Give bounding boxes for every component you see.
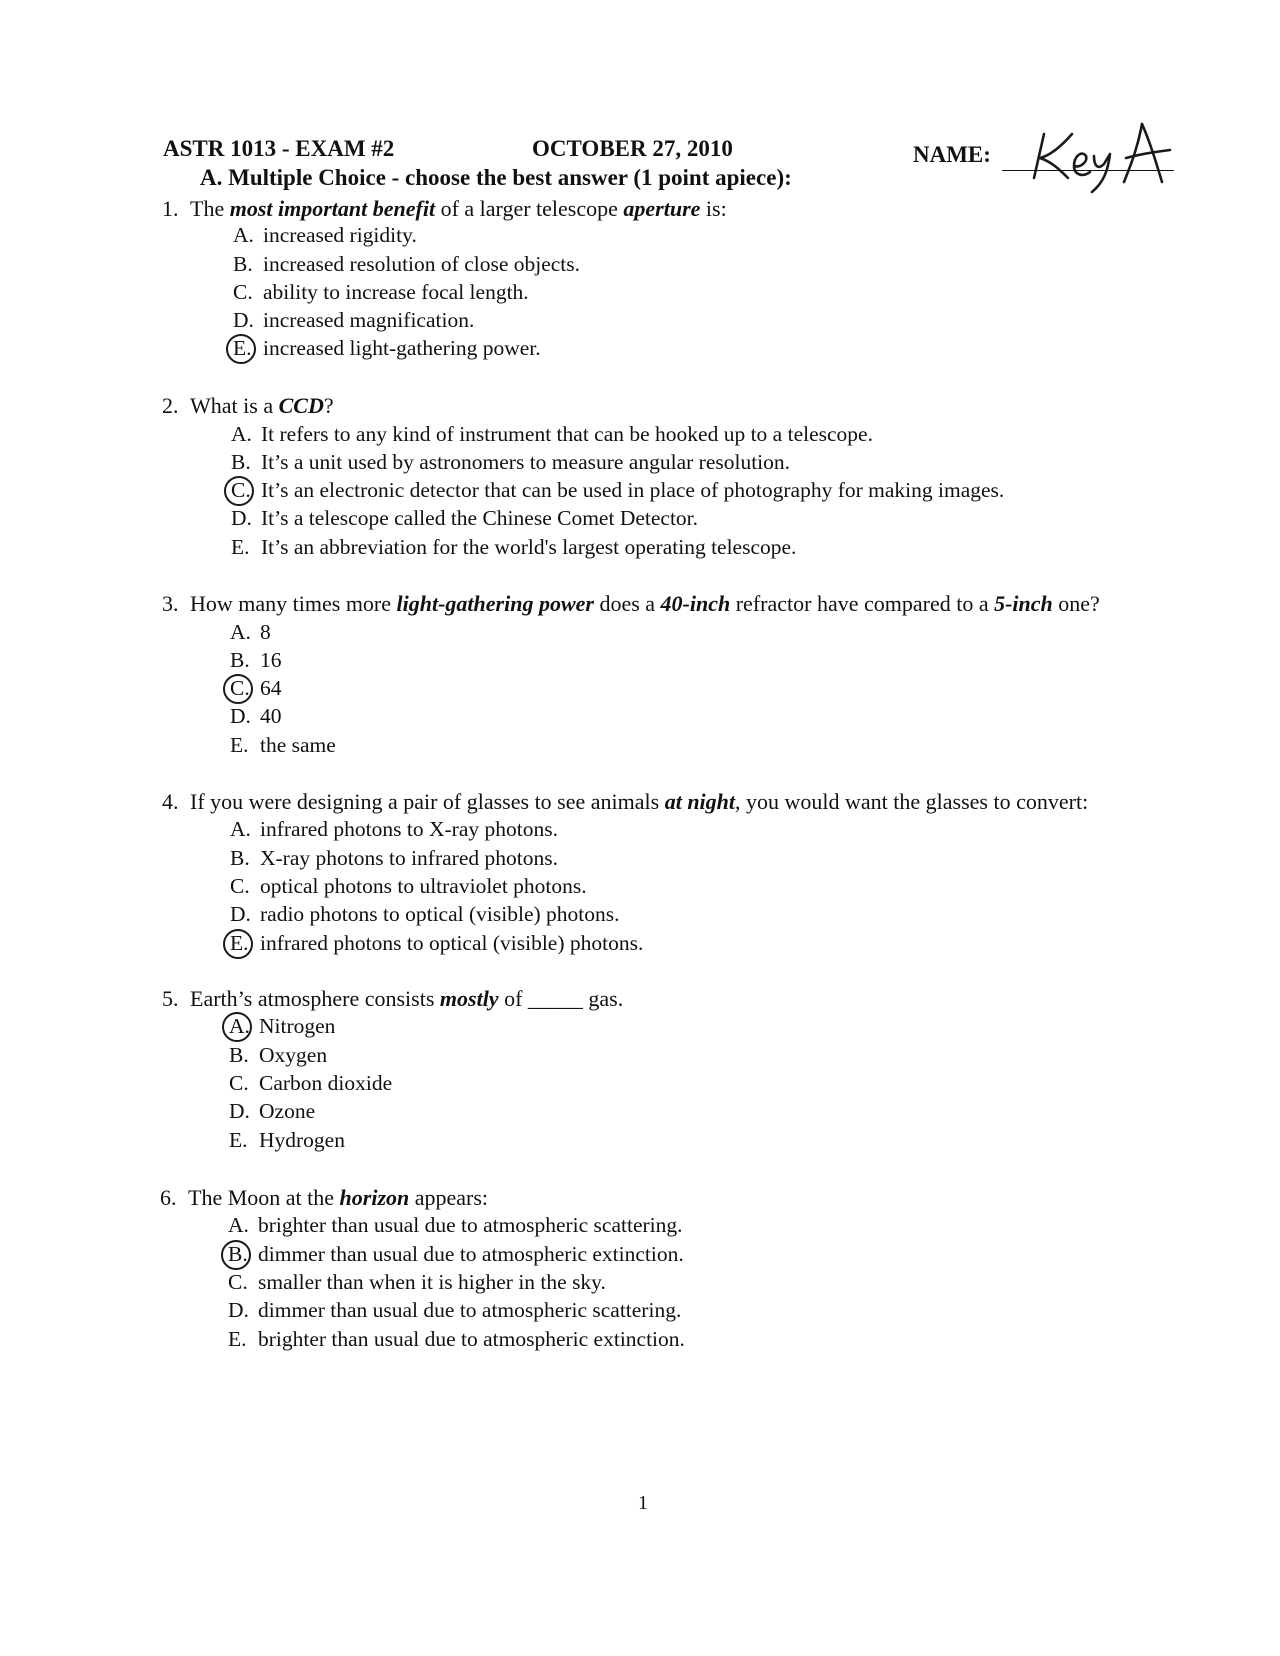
option-text: It’s a telescope called the Chinese Comet Detector. xyxy=(261,506,699,530)
question-number: 4. xyxy=(162,789,179,814)
stem-text: ? xyxy=(323,393,334,418)
option-letter: D. xyxy=(229,1099,250,1123)
answer-option xyxy=(233,252,580,277)
answer-option xyxy=(230,931,643,956)
answer-option xyxy=(231,422,873,447)
answer-option xyxy=(229,1128,345,1153)
stem-text: If you were designing a pair of glasses to see animals xyxy=(190,789,665,814)
option-text: increased resolution of close objects. xyxy=(263,252,581,276)
question-number: 3. xyxy=(162,591,179,616)
option-text: dimmer than usual due to atmospheric scattering. xyxy=(258,1298,682,1322)
question-stem xyxy=(162,393,334,419)
answer-circle-mark xyxy=(222,1012,252,1042)
option-text: smaller than when it is higher in the sky. xyxy=(258,1270,606,1294)
answer-option xyxy=(231,478,1004,503)
option-text: increased rigidity. xyxy=(263,223,417,247)
answer-option xyxy=(229,1043,327,1068)
answer-option xyxy=(233,336,541,361)
option-letter: A. xyxy=(231,422,252,446)
stem-text: The Moon at the xyxy=(188,1185,340,1210)
answer-circle-mark xyxy=(223,929,253,959)
answer-option xyxy=(230,817,558,842)
answer-option xyxy=(228,1327,685,1352)
answer-option xyxy=(231,450,790,475)
option-text: brighter than usual due to atmospheric extinction. xyxy=(258,1327,685,1351)
option-text: ability to increase focal length. xyxy=(263,280,529,304)
question-number: 1. xyxy=(162,196,179,221)
option-letter: C. xyxy=(228,1270,248,1294)
emphasized-term: 40-inch xyxy=(660,591,731,616)
stem-text: one? xyxy=(1052,591,1100,616)
answer-option xyxy=(228,1298,681,1323)
option-text: increased light-gathering power. xyxy=(263,336,541,360)
option-text: It’s a unit used by astronomers to measure angular resolution. xyxy=(261,450,791,474)
option-letter: C. xyxy=(230,874,250,898)
emphasized-term: CCD xyxy=(278,393,324,418)
answer-option xyxy=(230,648,282,673)
question-number: 5. xyxy=(162,986,179,1011)
question-stem xyxy=(162,196,727,222)
emphasized-term: mostly xyxy=(439,986,499,1011)
option-letter: B. xyxy=(231,450,251,474)
answer-option xyxy=(229,1014,335,1039)
option-letter: C. xyxy=(233,280,253,304)
handwritten-signature-key-a xyxy=(1030,112,1180,194)
question-number: 6. xyxy=(160,1185,177,1210)
answer-option xyxy=(230,733,336,758)
stem-text: of _____ gas. xyxy=(498,986,624,1011)
answer-circle-mark xyxy=(226,334,256,364)
option-letter: E. xyxy=(228,1327,247,1351)
question-stem xyxy=(162,789,1088,815)
answer-option xyxy=(231,506,698,531)
answer-option xyxy=(233,223,417,248)
answer-option xyxy=(229,1099,315,1124)
option-letter: E. xyxy=(229,1128,248,1152)
emphasized-term: light-gathering power xyxy=(396,591,594,616)
answer-option xyxy=(228,1242,684,1267)
option-text: Ozone xyxy=(259,1099,316,1123)
stem-text: How many times more xyxy=(190,591,397,616)
stem-text: The xyxy=(190,196,230,221)
option-letter: B. xyxy=(228,1242,258,1267)
answer-option xyxy=(230,676,282,701)
option-text: It’s an electronic detector that can be used in place of photography for making images. xyxy=(261,478,1005,502)
question-number: 2. xyxy=(162,393,179,418)
stem-text: Earth’s atmosphere consists xyxy=(190,986,440,1011)
option-text: Hydrogen xyxy=(259,1128,345,1152)
option-text: Carbon dioxide xyxy=(259,1071,393,1095)
answer-option xyxy=(230,704,282,729)
section-instructions: A. Multiple Choice - choose the best answer (1 point apiece): xyxy=(200,165,792,190)
option-text: It’s an abbreviation for the world's largest operating telescope. xyxy=(261,535,797,559)
option-letter: E. xyxy=(230,733,249,757)
option-letter: D. xyxy=(230,902,251,926)
answer-option xyxy=(233,308,474,333)
name-label: NAME: xyxy=(913,142,991,167)
emphasized-term: at night xyxy=(664,789,736,814)
option-text: It refers to any kind of instrument that can be hooked up to a telescope. xyxy=(261,422,873,446)
option-letter: D. xyxy=(230,704,251,728)
stem-text: What is a xyxy=(190,393,279,418)
option-letter: E. xyxy=(230,931,260,956)
answer-circle-mark xyxy=(224,476,254,506)
option-text: optical photons to ultraviolet photons. xyxy=(260,874,587,898)
option-text: 64 xyxy=(260,676,282,700)
question-stem xyxy=(162,591,1100,617)
option-letter: A. xyxy=(230,817,251,841)
option-text: 8 xyxy=(260,620,271,644)
option-text: Nitrogen xyxy=(259,1014,336,1038)
answer-circle-mark xyxy=(221,1240,251,1270)
option-text: X-ray photons to infrared photons. xyxy=(260,846,558,870)
stem-text: , you would want the glasses to convert: xyxy=(735,789,1089,814)
option-text: increased magnification. xyxy=(263,308,475,332)
answer-option xyxy=(229,1071,392,1096)
stem-text: refractor have compared to a xyxy=(730,591,995,616)
option-text: the same xyxy=(260,733,336,757)
option-letter: A. xyxy=(229,1014,259,1039)
answer-option xyxy=(230,902,620,927)
option-text: Oxygen xyxy=(259,1043,328,1067)
question-stem xyxy=(160,1185,488,1211)
emphasized-term: 5-inch xyxy=(994,591,1053,616)
option-text: infrared photons to X-ray photons. xyxy=(260,817,558,841)
emphasized-term: most important benefit xyxy=(229,196,436,221)
answer-option xyxy=(228,1270,606,1295)
option-letter: E. xyxy=(231,535,250,559)
option-text: 40 xyxy=(260,704,282,728)
option-letter: C. xyxy=(229,1071,249,1095)
emphasized-term: horizon xyxy=(339,1185,410,1210)
option-letter: A. xyxy=(230,620,251,644)
answer-option xyxy=(228,1213,683,1238)
option-letter: D. xyxy=(233,308,254,332)
option-letter: D. xyxy=(231,506,252,530)
option-text: infrared photons to optical (visible) photons. xyxy=(260,931,644,955)
page-number: 1 xyxy=(638,1492,648,1514)
answer-option xyxy=(230,874,587,899)
stem-text: is: xyxy=(700,196,727,221)
question-stem xyxy=(162,986,623,1012)
option-letter: C. xyxy=(231,478,261,503)
answer-option xyxy=(233,280,529,305)
option-letter: B. xyxy=(230,648,250,672)
option-letter: A. xyxy=(233,223,254,247)
stem-text: does a xyxy=(593,591,661,616)
stem-text: appears: xyxy=(409,1185,489,1210)
option-letter: B. xyxy=(230,846,250,870)
option-letter: C. xyxy=(230,676,260,701)
answer-option xyxy=(230,620,271,645)
exam-date: OCTOBER 27, 2010 xyxy=(532,136,733,161)
exam-course-title: ASTR 1013 - EXAM #2 xyxy=(163,136,395,161)
option-letter: B. xyxy=(229,1043,249,1067)
option-text: dimmer than usual due to atmospheric extinction. xyxy=(258,1242,684,1266)
option-letter: A. xyxy=(228,1213,249,1237)
emphasized-term: aperture xyxy=(623,196,701,221)
option-letter: E. xyxy=(233,336,263,361)
answer-option xyxy=(230,846,558,871)
option-letter: D. xyxy=(228,1298,249,1322)
option-text: radio photons to optical (visible) photons. xyxy=(260,902,620,926)
option-text: 16 xyxy=(260,648,282,672)
answer-circle-mark xyxy=(223,674,253,704)
stem-text: of a larger telescope xyxy=(435,196,624,221)
option-letter: B. xyxy=(233,252,253,276)
answer-option xyxy=(231,535,796,560)
option-text: brighter than usual due to atmospheric scattering. xyxy=(258,1213,683,1237)
